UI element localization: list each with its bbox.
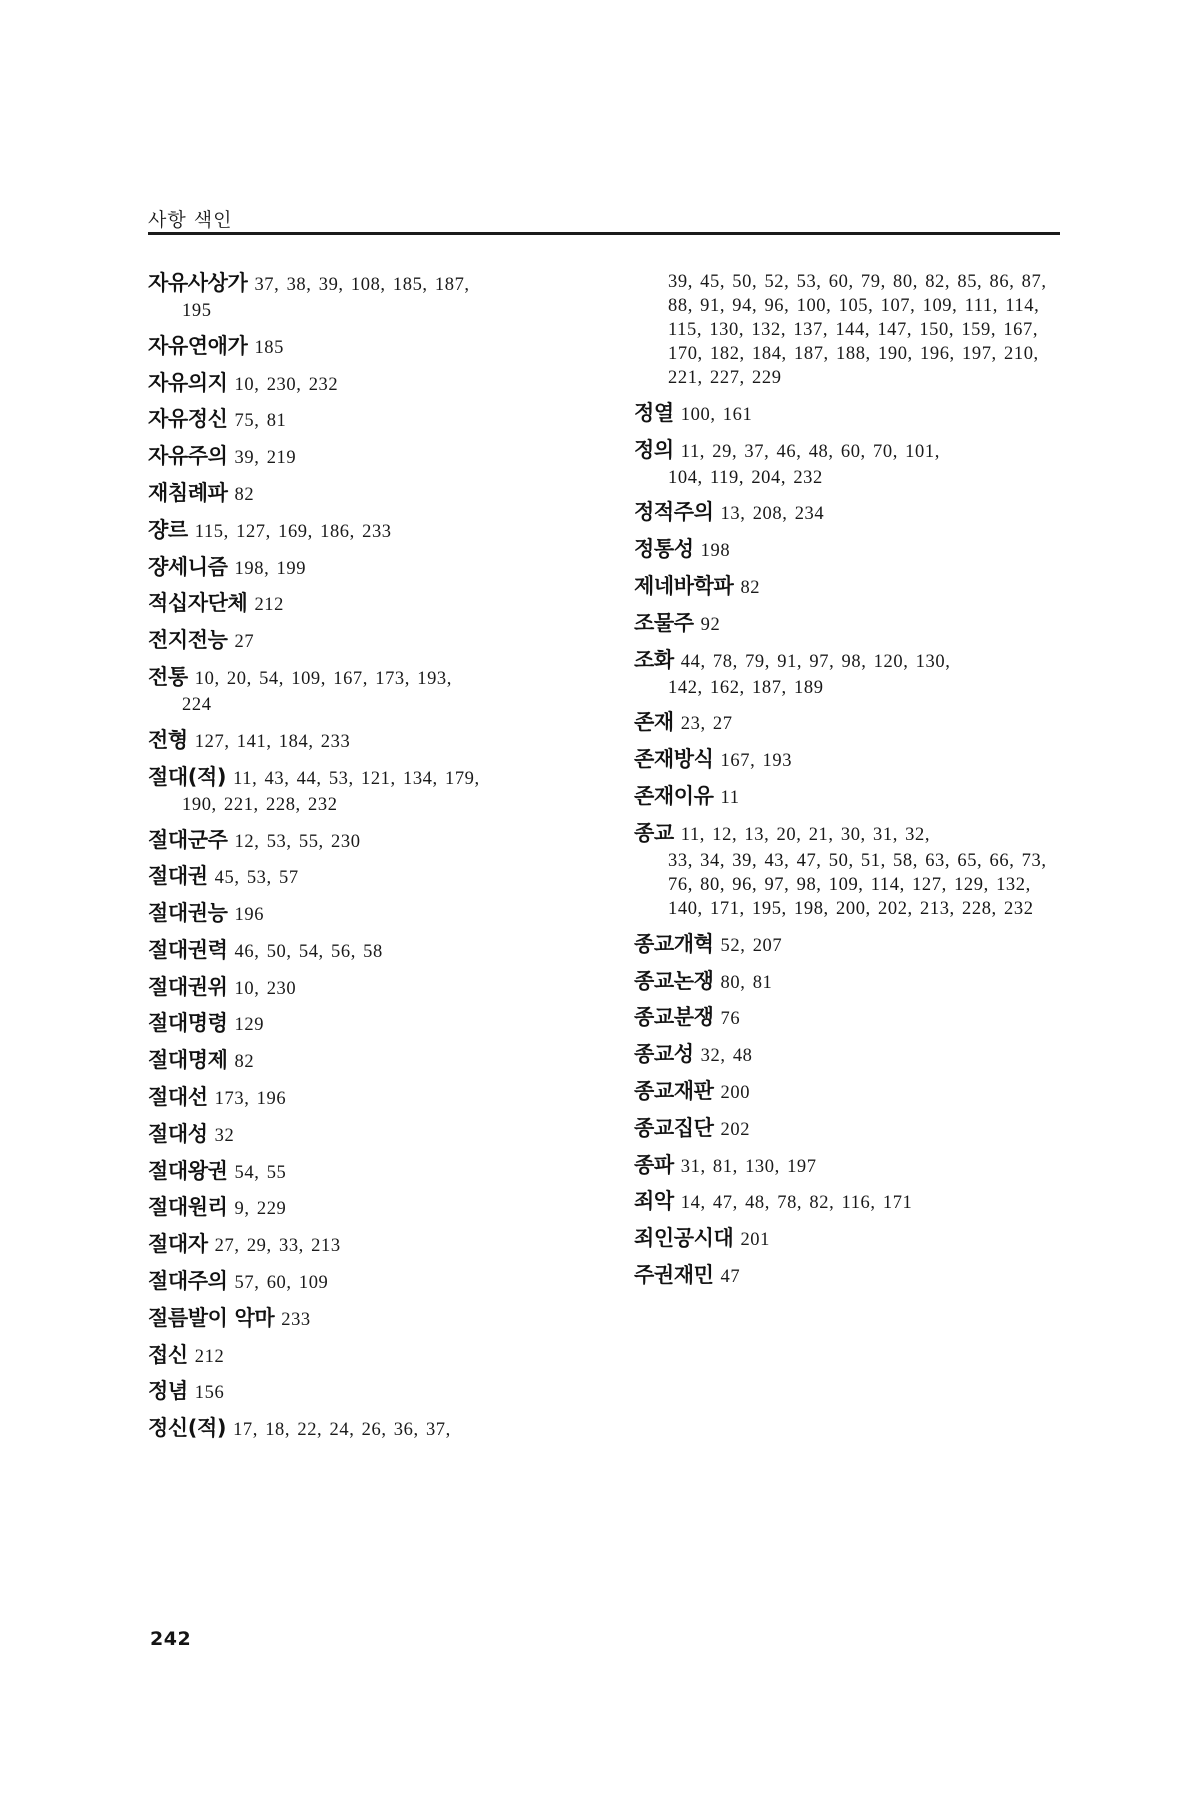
- index-term: 접신: [148, 1342, 188, 1367]
- index-term: 존재방식: [634, 747, 714, 772]
- index-entry: [634, 1225, 1064, 1252]
- index-page-refs: 27: [234, 632, 255, 653]
- index-entry: [148, 863, 578, 890]
- index-term: 종교논쟁: [634, 968, 714, 993]
- index-term: 절대권력: [148, 937, 228, 962]
- index-entry: [148, 1415, 578, 1442]
- index-entry: [148, 764, 578, 817]
- index-page-refs: 115, 127, 169, 186, 233: [194, 521, 392, 542]
- index-page-refs: 9, 229: [234, 1199, 287, 1220]
- index-page-refs: 12, 53, 55, 230: [234, 831, 361, 852]
- index-term: 절대원리: [148, 1195, 228, 1220]
- index-term: 자유주의: [148, 444, 228, 469]
- index-entry: [148, 270, 578, 323]
- index-entry: [148, 664, 578, 717]
- index-page-refs: 45, 53, 57: [214, 868, 299, 889]
- index-page-refs: 37, 38, 39, 108, 185, 187,: [254, 275, 470, 295]
- index-page-refs: 39, 219: [234, 448, 297, 469]
- index-entry: [634, 499, 1064, 526]
- index-page-refs: 44, 78, 79, 91, 97, 98, 120, 130,: [680, 651, 951, 672]
- index-term: 종교성: [634, 1042, 694, 1067]
- index-term: 재침례파: [148, 481, 228, 506]
- index-page-refs: 129: [234, 1015, 265, 1036]
- index-term: 제네바학파: [634, 573, 734, 598]
- index-page-refs: 57, 60, 109: [234, 1273, 329, 1294]
- index-term: 자유사상가: [148, 271, 248, 295]
- index-entry: [634, 437, 1064, 490]
- index-page-refs-continued: 104, 119, 204, 232: [668, 467, 823, 488]
- index-entry: [634, 536, 1064, 563]
- index-term: 절대군주: [148, 827, 228, 852]
- index-page-refs: 54, 55: [234, 1162, 287, 1183]
- index-term: 절대자: [148, 1232, 208, 1257]
- index-term: 쟝르: [148, 517, 188, 542]
- index-term: 조물주: [634, 610, 694, 635]
- index-entry: [634, 1041, 1064, 1068]
- index-page-refs: 200: [720, 1082, 751, 1103]
- index-entry: [148, 370, 578, 397]
- index-page-refs: 100, 161: [680, 404, 753, 425]
- index-page-refs: 11: [720, 788, 740, 808]
- index-page-refs: 52, 207: [720, 935, 783, 956]
- index-entry: [148, 1305, 578, 1332]
- index-term: 정통성: [634, 537, 694, 562]
- index-entry: [148, 627, 578, 654]
- index-entry: [634, 783, 1064, 810]
- index-term: 절대권: [148, 864, 208, 889]
- index-term: 정념: [148, 1379, 188, 1404]
- page-number: 242: [150, 1628, 192, 1650]
- index-page-refs: 202: [720, 1119, 751, 1140]
- index-page-refs: 76: [720, 1009, 741, 1030]
- index-entry: [634, 647, 1064, 700]
- index-page-refs: 82: [740, 577, 761, 598]
- index-entry: [634, 1078, 1064, 1105]
- index-entry: [148, 1342, 578, 1369]
- index-column-right: [634, 270, 1064, 1452]
- index-page-refs: 167, 193: [720, 751, 793, 772]
- index-term: 죄인공시대: [634, 1226, 734, 1251]
- index-entry: [634, 270, 1064, 390]
- index-term: 절대권능: [148, 901, 228, 926]
- index-page-refs: 80, 81: [720, 972, 773, 993]
- index-entry: [148, 1268, 578, 1295]
- index-page-refs: 31, 81, 130, 197: [680, 1156, 817, 1177]
- index-term: 종교개혁: [634, 931, 714, 956]
- index-page-refs: 39, 45, 50, 52, 53, 60, 79, 80, 82, 85, 86, 87, 88, 91, 94, 96, 100, 105, 107, 109, 111, 114, 115, 130, 132, 137, 144, 147, 150, 159, 167, 170, 182, 184, 187, 188, 190, 196, 197, 210, 221, 227, 229: [668, 272, 1047, 389]
- index-term: 정열: [634, 400, 674, 425]
- index-page-refs: 11, 12, 13, 20, 21, 30, 31, 32,: [680, 824, 931, 845]
- index-term: 전지전능: [148, 628, 228, 653]
- index-term: 절대성: [148, 1121, 208, 1146]
- index-term: 전형: [148, 727, 188, 752]
- index-entry: [148, 517, 578, 544]
- running-head: 사항 색인: [148, 209, 233, 231]
- index-term: 쟝세니즘: [148, 554, 228, 579]
- index-page-refs: 198, 199: [234, 558, 307, 579]
- index-page-refs: 201: [740, 1230, 770, 1251]
- index-page-refs: 47: [720, 1266, 741, 1287]
- index-page-refs: 11, 29, 37, 46, 48, 60, 70, 101,: [680, 441, 940, 462]
- index-term: 절대명제: [148, 1048, 228, 1073]
- index-entry: [148, 333, 578, 360]
- index-term: 존재이유: [634, 784, 714, 808]
- index-entry: [634, 746, 1064, 773]
- index-term: 적십자단체: [148, 591, 248, 616]
- index-page-refs: 75, 81: [234, 411, 287, 432]
- index-entry: [634, 1115, 1064, 1142]
- index-entry: [148, 480, 578, 507]
- index-term: 절대주의: [148, 1269, 228, 1294]
- index-entry: [148, 443, 578, 470]
- index-entry: [148, 406, 578, 433]
- index-page-refs: 233: [281, 1309, 311, 1330]
- index-page-refs: 212: [194, 1346, 225, 1367]
- index-page-refs-continued: 195: [182, 301, 212, 322]
- index-page-refs-continued: 142, 162, 187, 189: [668, 677, 824, 698]
- index-entry: [148, 554, 578, 581]
- index-columns: [148, 270, 1064, 1452]
- index-column-left: [148, 270, 578, 1452]
- index-page-refs: 46, 50, 54, 56, 58: [234, 941, 383, 962]
- index-page-refs: 82: [234, 1052, 255, 1073]
- index-page-refs-continued: 33, 34, 39, 43, 47, 50, 51, 58, 63, 65, 66, 73, 76, 80, 96, 97, 98, 109, 114, 127, 129, 132, 140, 171, 195, 198, 200, 202, 213, 228, 232: [668, 851, 1047, 920]
- index-term: 존재: [634, 710, 674, 735]
- index-page-refs: 198: [700, 541, 731, 562]
- index-entry: [148, 1010, 578, 1037]
- index-page-refs: 14, 47, 48, 78, 82, 116, 171: [680, 1193, 913, 1214]
- index-page-refs: 127, 141, 184, 233: [194, 731, 351, 752]
- index-term: 절대왕권: [148, 1158, 228, 1183]
- index-term: 종교분쟁: [634, 1005, 714, 1030]
- index-page-refs: 10, 20, 54, 109, 167, 173, 193,: [194, 669, 453, 690]
- index-entry: [148, 1194, 578, 1221]
- index-term: 자유연애가: [148, 333, 248, 358]
- index-entry: [634, 1004, 1064, 1031]
- index-page-refs: 196: [234, 905, 265, 926]
- index-page-refs: 17, 18, 22, 24, 26, 36, 37,: [233, 1420, 451, 1441]
- index-term: 종파: [634, 1152, 674, 1177]
- index-term: 정적주의: [634, 500, 714, 525]
- index-page-refs: 10, 230: [234, 978, 297, 999]
- index-entry: [148, 937, 578, 964]
- index-entry: [148, 590, 578, 617]
- index-entry: [634, 931, 1064, 958]
- header-rule: [148, 232, 1060, 235]
- index-term: 정의: [634, 437, 674, 462]
- index-entry: [148, 727, 578, 754]
- index-entry: [634, 610, 1064, 637]
- index-page-refs: 92: [700, 614, 721, 635]
- index-term: 종교: [634, 820, 674, 845]
- index-page-refs: 82: [234, 485, 255, 506]
- index-term: 정신(적): [148, 1416, 227, 1441]
- index-page-refs: 27, 29, 33, 213: [214, 1236, 341, 1257]
- index-term: 절대선: [148, 1085, 208, 1110]
- index-term: 절대권위: [148, 974, 228, 999]
- index-term: 조화: [634, 647, 674, 672]
- index-entry: [148, 900, 578, 927]
- index-term: 자유의지: [148, 370, 228, 395]
- index-entry: [148, 827, 578, 854]
- index-entry: [634, 968, 1064, 995]
- index-entry: [148, 1047, 578, 1074]
- index-entry: [634, 709, 1064, 736]
- index-entry: [148, 974, 578, 1001]
- index-page-refs: 32: [214, 1125, 235, 1146]
- index-entry: [634, 820, 1064, 921]
- index-entry: [634, 573, 1064, 600]
- index-page-refs: 212: [254, 595, 284, 616]
- index-term: 종교집단: [634, 1115, 714, 1140]
- index-page-refs: 156: [194, 1383, 225, 1404]
- index-term: 자유정신: [148, 407, 228, 432]
- index-page-refs: 185: [254, 337, 284, 358]
- index-page-refs: 10, 230, 232: [234, 374, 339, 395]
- index-term: 절대명령: [148, 1011, 228, 1036]
- index-term: 종교재판: [634, 1078, 714, 1103]
- index-entry: [634, 1188, 1064, 1215]
- index-page-refs-continued: 224: [182, 695, 212, 716]
- index-entry: [148, 1158, 578, 1185]
- index-term: 주권재민: [634, 1262, 714, 1287]
- index-entry: [634, 400, 1064, 427]
- index-entry: [148, 1378, 578, 1405]
- index-entry: [148, 1084, 578, 1111]
- index-page-refs: 23, 27: [680, 714, 733, 735]
- index-term: 절름발이 악마: [148, 1305, 275, 1330]
- index-entry: [148, 1231, 578, 1258]
- index-term: 죄악: [634, 1189, 674, 1214]
- index-entry: [148, 1121, 578, 1148]
- index-entry: [634, 1262, 1064, 1289]
- index-page-refs: 32, 48: [700, 1046, 753, 1067]
- index-page-refs-continued: 190, 221, 228, 232: [182, 794, 338, 815]
- index-page-refs: 13, 208, 234: [720, 504, 825, 525]
- index-term: 절대(적): [148, 764, 227, 789]
- index-page-refs: 173, 196: [214, 1089, 287, 1110]
- index-entry: [634, 1152, 1064, 1179]
- index-term: 전통: [148, 665, 188, 690]
- index-page-refs: 11, 43, 44, 53, 121, 134, 179,: [233, 768, 480, 789]
